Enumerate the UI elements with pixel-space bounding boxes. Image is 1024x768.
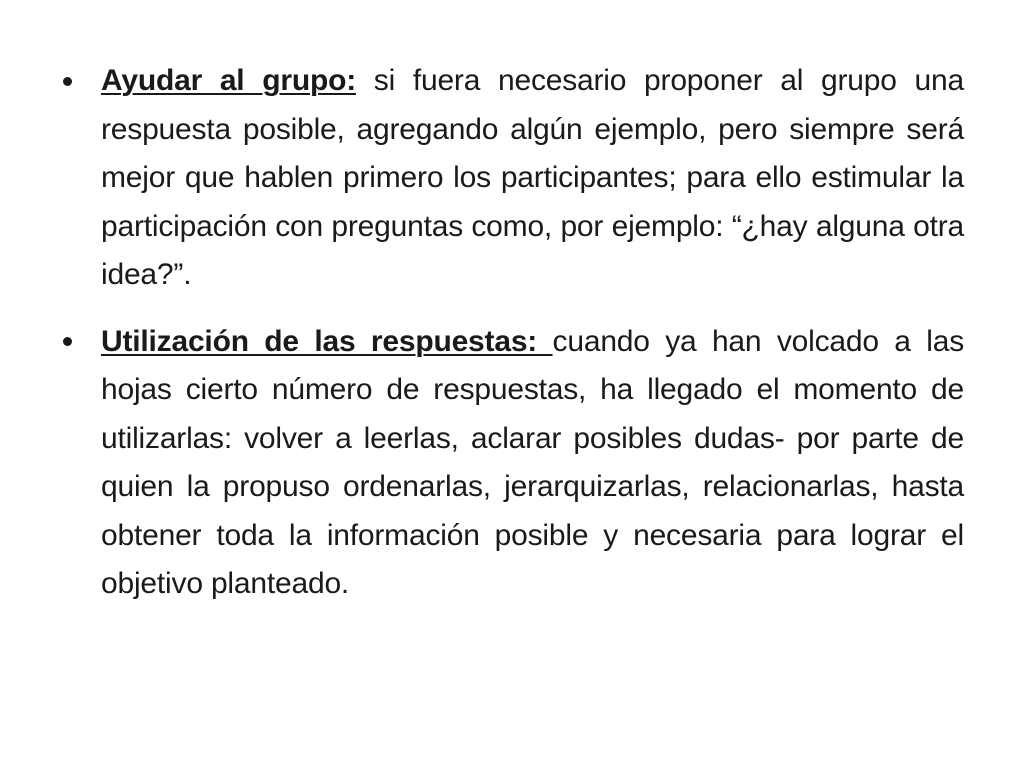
bullet-item-ayudar-al-grupo — [60, 57, 964, 300]
bullet-icon — [60, 57, 74, 106]
bullet-text: cuando ya han volcado a las hojas cierto número de respuestas, ha llegado el momento de utilizarlas: volver a leerlas, aclarar posibles dudas- por parte de quien la propuso ordenarlas, jerarquizarlas, relacionarlas, hasta obtener toda la información posible y necesaria para lograr el objetivo planteado. — [101, 324, 964, 600]
bullet-icon — [60, 318, 74, 367]
bullet-term: Utilización de las respuestas: — [101, 324, 553, 358]
bullet-term: Ayudar al grupo: — [101, 64, 356, 97]
bullet-list — [60, 57, 964, 627]
bullet-text: si fuera necesario proponer al grupo una respuesta posible, agregando algún ejemplo, pero siempre será mejor que hablen primero los participantes; para ello estimular la participación con preguntas como, por ejemplo: “¿hay alguna otra idea?”. — [101, 64, 964, 291]
bullet-item-utilizacion-de-las-respuestas — [60, 318, 964, 609]
